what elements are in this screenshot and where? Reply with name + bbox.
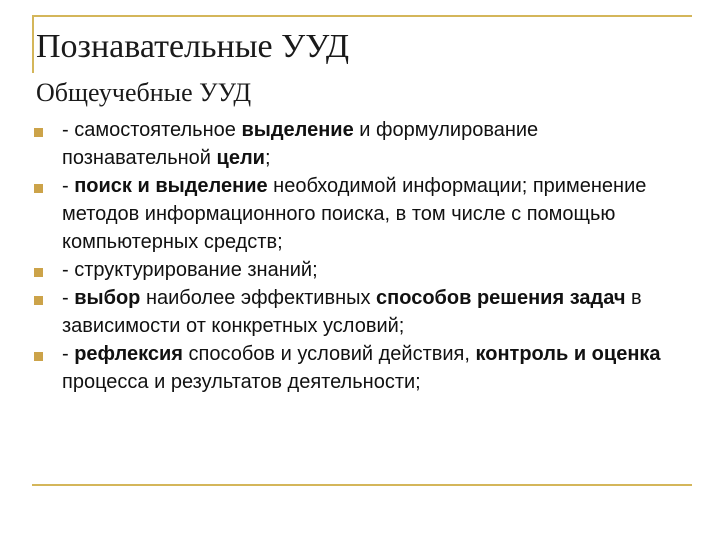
slide-subtitle: Общеучебные УУД [36,78,252,107]
list-item: - самостоятельное выделение и формулирование познавательной цели; [0,116,680,172]
left-rule [32,15,34,73]
list-item: - выбор наиболее эффективных способов решения задач в зависимости от конкретных условий; [0,284,680,340]
top-rule [32,15,692,17]
slide-title: Познавательные УУД [36,28,350,65]
list-item: - структурирование знаний; [0,256,680,284]
list-item: - рефлексия способов и условий действия, контроль и оценка процесса и результатов деятельности; [0,340,680,396]
square-bullet-icon [34,268,43,277]
bottom-rule [32,484,692,486]
square-bullet-icon [34,184,43,193]
bullet-list [0,116,680,396]
square-bullet-icon [34,128,43,137]
square-bullet-icon [34,352,43,361]
square-bullet-icon [34,296,43,305]
list-item: - поиск и выделение необходимой информации; применение методов информационного поиска, в том числе с помощью компьютерных средств; [0,172,680,256]
